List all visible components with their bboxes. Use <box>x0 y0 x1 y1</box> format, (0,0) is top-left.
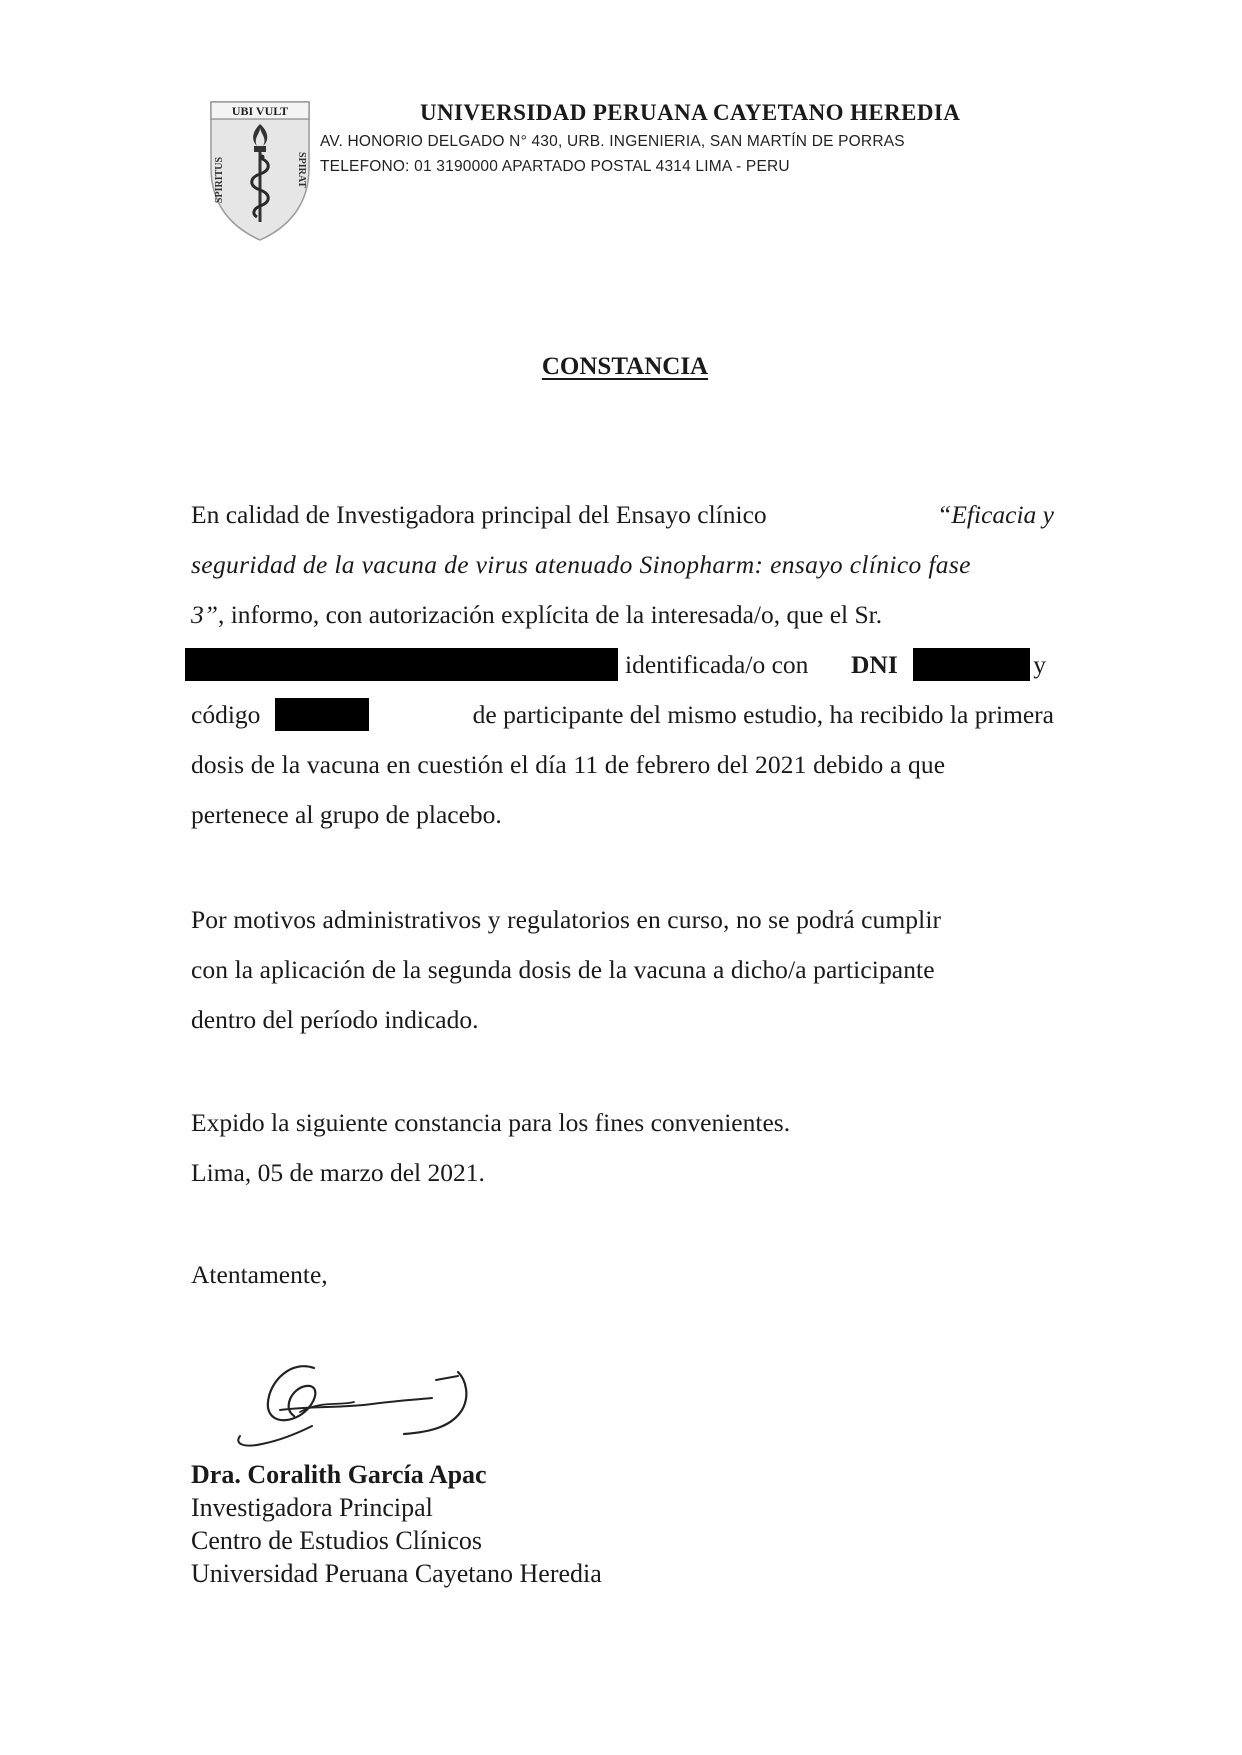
paragraph-1-line-6: dosis de la vacuna en cuestión el día 11 de febrero del 2021 debido a que <box>191 750 946 779</box>
handwritten-signature <box>222 1350 512 1460</box>
paragraph-2-line-3: dentro del período indicado. <box>191 1005 479 1034</box>
redacted-name <box>185 648 618 681</box>
paragraph-1-line-3: 3”, informo, con autorización explícita de la interesada/o, que el Sr. <box>191 600 883 629</box>
place-date: Lima, 05 de marzo del 2021. <box>191 1158 485 1187</box>
paragraph-2-line-2: con la aplicación de la segunda dosis de la vacuna a dicho/a participante <box>191 955 935 984</box>
redacted-dni <box>913 648 1030 681</box>
crest-motto-right: SPIRAT <box>296 152 307 188</box>
signer-institution: Universidad Peruana Cayetano Heredia <box>191 1559 602 1588</box>
crest-motto-top: UBI VULT <box>231 104 289 118</box>
university-crest <box>205 98 315 243</box>
document-title: CONSTANCIA <box>541 353 709 380</box>
salutation: Atentamente, <box>191 1260 328 1289</box>
phone-line: TELEFONO: 01 3190000 APARTADO POSTAL 4314 LIMA - PERU <box>320 158 790 175</box>
paragraph-1-line-1: En calidad de Investigadora principal del Ensayo clínico “Eficacia y <box>191 500 1054 529</box>
issue-statement: Expido la siguiente constancia para los fines convenientes. <box>191 1108 791 1137</box>
university-name: UNIVERSIDAD PERUANA CAYETANO HEREDIA <box>420 100 961 125</box>
crest-motto-left: SPIRITUS <box>214 156 225 204</box>
signer-role: Investigadora Principal <box>191 1493 433 1522</box>
redacted-code <box>275 698 369 731</box>
address-line: AV. HONORIO DELGADO N° 430, URB. INGENIERIA, SAN MARTÍN DE PORRAS <box>320 133 905 150</box>
signer-name: Dra. Coralith García Apac <box>191 1460 487 1489</box>
signer-department: Centro de Estudios Clínicos <box>191 1526 483 1555</box>
document-page: UBI VULT SPIRITUS SPIRAT UNIVERSIDAD PERUANA CAYETANO HEREDIA AV. HONORIO DELGADO N° 430, URB. INGENIERIA, SAN MARTÍN DE PORRAS TELEFONO: 01 3190000 APARTADO POSTAL 4314 LIMA - PERU CONSTANCIA En calidad de Investigadora principal del Ensayo clínico “Eficacia y seguridad de la vacuna de virus atenuado Sinopharm: ensayo clínico fase 3”, informo, con autorización explícita de la interesada/o, que el Sr. identificada/o con DNI y código de participante del mismo estudio, ha recibido la primera dosis de la vacuna en cuestión el día 11 de febrero del 2021 debido a que pertenece al grupo de placebo. Por motivos administrativos y regulatorios en curso, no se podrá cumplir con la aplicación de la segunda dosis de la vacuna a dicho/a participante dentro del período indicado. Expido la siguiente constancia para los fines convenientes. Lima, 05 de marzo del 2021. Atentamente, Dra. Coralith García Apac Investigadora Principal Centro de Estudios Clínicos Universidad Peruana Cayetano Heredia <box>0 0 1242 1755</box>
paragraph-1-line-7: pertenece al grupo de placebo. <box>191 800 502 829</box>
paragraph-2-line-1: Por motivos administrativos y regulatorios en curso, no se podrá cumplir <box>191 905 942 934</box>
paragraph-1-line-2: seguridad de la vacuna de virus atenuado Sinopharm: ensayo clínico fase <box>191 550 971 579</box>
